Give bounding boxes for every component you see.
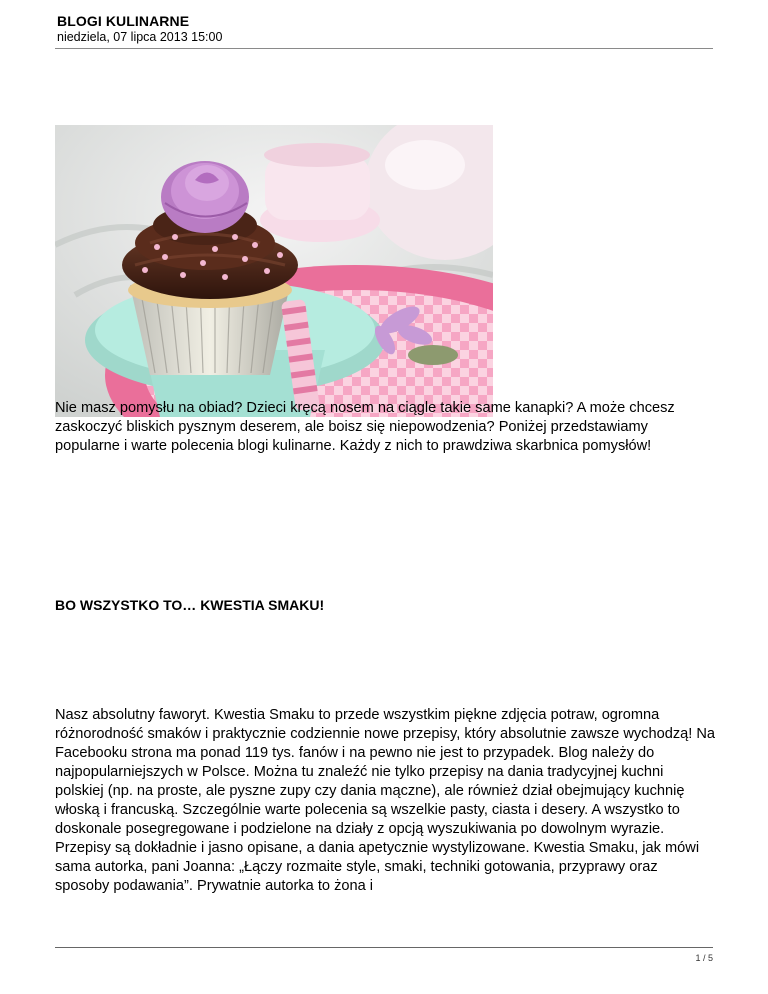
header-divider (55, 48, 713, 49)
section-heading: BO WSZYSTKO TO… KWESTIA SMAKU! (55, 597, 325, 613)
footer-divider (55, 947, 713, 948)
document-title: BLOGI KULINARNE (57, 13, 190, 29)
intro-paragraph: Nie masz pomysłu na obiad? Dzieci kręcą nosem na ciągle takie same kanapki? A może chcesz zaskoczyć bliskich pysznym deserem, ale boisz się niepowodzenia? Poniżej przedstawiamy popularne i warte polecenia blogi kulinarne. Każdy z nich to prawdziwa skarbnica pomysłów! (55, 400, 675, 454)
page-number: 1 / 5 (695, 953, 713, 963)
body-paragraph: Nasz absolutny faworyt. Kwestia Smaku to przede wszystkim piękne zdjęcia potraw, ogromna różnorodność smaków i praktycznie codziennie nowe przepisy, który absolutnie zawsze wychodzą! Na Facebooku strona ma ponad 119 tys. fanów i na pewno nie jest to przypadek. Blog należy do najpopularniejszych w Polsce. Można tu znaleźć nie tylko przepisy na dania tradycyjnej kuchni polskiej (np. na proste, ale pyszne zupy czy dania mączne), ale również dział obejmujący kuchnię włoską i francuską. Szczególnie warte polecenia są wszelkie pasty, ciasta i desery. A wszystko to doskonale posegregowane i podzielone na działy z opcją wyszukiwania po dowolnym wyrazie. Przepisy są dokładnie i jasno opisane, a dania apetycznie wystylizowane. Kwestia Smaku, jak mówi sama autorka, pani Joanna: „Łączy rozmaite style, smaki, techniki gotowania, przyprawy oraz sposoby podawania”. Prywatnie autorka to żona i (55, 707, 716, 894)
cupcake-photo (55, 125, 493, 417)
publish-date: niedziela, 07 lipca 2013 15:00 (57, 30, 223, 44)
